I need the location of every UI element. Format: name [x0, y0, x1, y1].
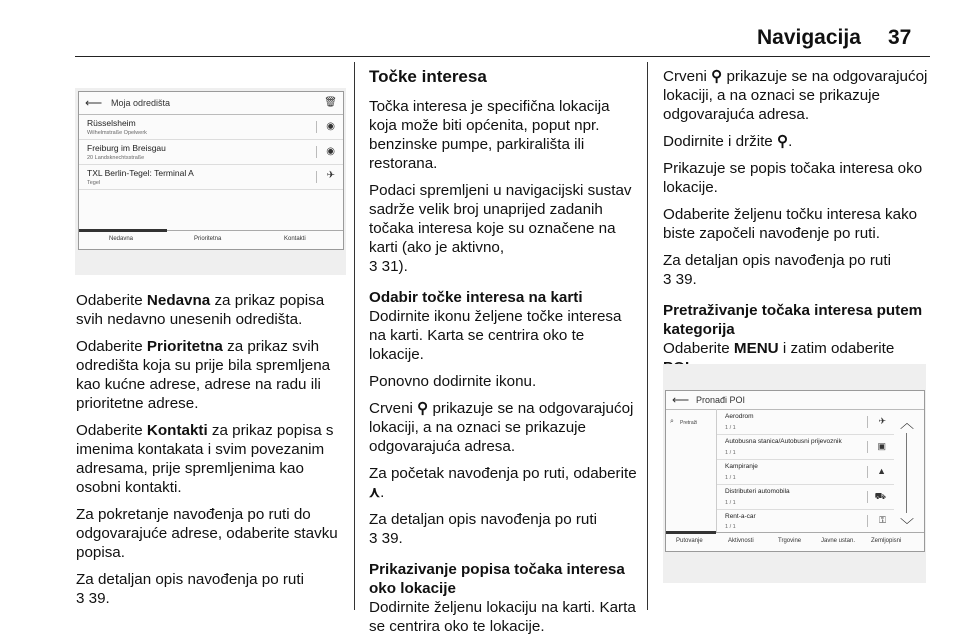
- page-reference[interactable]: 3 39.: [76, 590, 110, 607]
- tab-recent[interactable]: Nedavna: [109, 236, 134, 242]
- paragraph: Dodirnite željenu lokaciju na karti. Karta se centrira oko te lokacije.: [369, 599, 636, 635]
- screen-titlebar: [79, 92, 343, 115]
- active-tab-indicator: [666, 531, 716, 534]
- page-reference[interactable]: 3 31).: [369, 258, 408, 275]
- paragraph: Za detaljan opis navođenja po ruti 3 39.: [76, 571, 304, 607]
- list-item-sub: Tegel: [87, 180, 101, 186]
- paragraph: Dodirnite ikonu željene točke interesa na karti. Karta se centrira oko te lokacije.: [369, 308, 622, 363]
- paragraph: Za detaljan opis navođenja po ruti 3 39.: [663, 252, 891, 288]
- tab-contacts[interactable]: Kontakti: [284, 236, 306, 242]
- subheading: Pretraživanje točaka interesa putem kategorija: [663, 302, 923, 338]
- list-item[interactable]: [717, 510, 894, 532]
- poi-icon[interactable]: ◉: [326, 121, 335, 132]
- tab-activities[interactable]: Aktivnosti: [728, 538, 754, 544]
- map-pin-icon: ⚲: [711, 68, 723, 85]
- paragraph: Odaberite Nedavna za prikaz popisa svih nedavno unesenih odredišta.: [76, 292, 325, 328]
- screenshot-my-destinations: [75, 88, 346, 275]
- paragraph: Dodirnite i držite ⚲.: [663, 133, 793, 150]
- screen-frame: [78, 91, 344, 250]
- screen-title: Moja odredišta: [111, 98, 171, 108]
- page-title: Navigacija: [757, 26, 861, 49]
- tab-geographic[interactable]: Zemljopisni: [871, 538, 902, 544]
- paragraph: Crveni ⚲ prikazuje se na odgovarajućoj lokaciji, a na oznaci se prikazuje odgovarajuća adresa.: [663, 68, 928, 123]
- paragraph: Prikazuje se popis točaka interesa oko lokacije.: [663, 160, 923, 196]
- map-pin-icon: ⚲: [776, 133, 789, 150]
- active-tab-indicator: [79, 229, 167, 232]
- paragraph: Točka interesa je specifična lokacija koja može biti općenita, poput npr. benzinske pumpe, parkirališta ili restorana.: [369, 98, 610, 172]
- chevron-down-icon[interactable]: ﹀: [900, 517, 914, 533]
- chevron-up-icon[interactable]: ︿: [900, 415, 914, 431]
- list-item[interactable]: [79, 140, 343, 165]
- list-item[interactable]: [717, 460, 894, 485]
- subheading: Prikazivanje popisa točaka interesa oko lokacije: [369, 561, 625, 597]
- tent-icon: ▲: [877, 466, 886, 476]
- scrollbar[interactable]: [896, 413, 918, 533]
- paragraph: Odaberite Prioritetna za prikaz svih odredišta koja su prije bila spremljena kao kućne adrese, adrese na radu ili prioritetne adrese.: [76, 338, 331, 412]
- page-reference[interactable]: 3 39.: [663, 271, 697, 288]
- paragraph: Za pokretanje navođenja po ruti do odgovarajuće adrese, odaberite stavku popisa.: [76, 506, 338, 561]
- tab-priority[interactable]: Prioritetna: [194, 236, 222, 242]
- list-item-sub: Wilhelmstraße Opelwerk: [87, 130, 147, 136]
- airplane-icon: ✈: [878, 416, 886, 426]
- list-item-name: Freiburg im Breisgau: [87, 143, 166, 153]
- tab-travel[interactable]: Putovanje: [676, 538, 703, 544]
- column-divider-1: [354, 62, 355, 610]
- screen-titlebar: [666, 391, 924, 410]
- page-number: 37: [888, 26, 912, 49]
- trash-icon[interactable]: 🗑: [324, 97, 337, 108]
- screen-frame: [665, 390, 925, 552]
- section-heading: Točke interesa: [369, 67, 487, 86]
- tab-bar: [666, 532, 924, 551]
- paragraph: Za detaljan opis navođenja po ruti 3 39.: [369, 511, 597, 547]
- column-2: [369, 67, 639, 644]
- list-item-name: Autobusna stanica/Autobusni prijevoznik: [725, 438, 842, 445]
- car-key-icon: ⚿: [879, 515, 886, 525]
- list-item-name: Distributeri automobila: [725, 488, 790, 495]
- back-arrow-icon[interactable]: ⟵: [672, 393, 690, 407]
- tab-public[interactable]: Javne ustan.: [821, 538, 856, 544]
- paragraph: Odaberite željenu točku interesa kako biste započeli navođenje po ruti.: [663, 206, 918, 242]
- map-pin-icon: ⚲: [417, 400, 429, 417]
- paragraph: Ponovno dodirnite ikonu.: [369, 373, 537, 390]
- airplane-icon[interactable]: ✈: [326, 170, 335, 181]
- column-1: [76, 291, 351, 616]
- list-item-name: Aerodrom: [725, 413, 754, 420]
- list-item-name: Kampiranje: [725, 463, 758, 470]
- car-icon: ⛟: [874, 491, 886, 501]
- subheading: Odabir točke interesa na karti: [369, 289, 583, 306]
- paragraph: Za početak navođenja po ruti, odaberite ⋏.: [369, 465, 637, 501]
- list-item[interactable]: [717, 410, 894, 435]
- list-item[interactable]: [79, 115, 343, 140]
- search-label: Pretraži: [680, 420, 698, 426]
- list-item[interactable]: [717, 435, 894, 460]
- list-item-sub: 1 / 1: [725, 500, 736, 506]
- tab-bar: [79, 230, 343, 249]
- screenshot-find-poi: [663, 364, 926, 583]
- header-rule: [75, 56, 930, 57]
- paragraph: Podaci spremljeni u navigacijski sustav sadrže velik broj unaprijed zadanih točaka interesa koje su označene na karti (ako je aktivno, 3 31).: [369, 182, 632, 275]
- list-item-sub: 1 / 1: [725, 475, 736, 481]
- tab-shops[interactable]: Trgovine: [778, 538, 802, 544]
- poi-icon[interactable]: ◉: [326, 146, 335, 157]
- bus-icon: ▣: [877, 441, 886, 451]
- page-reference[interactable]: 3 39.: [369, 530, 403, 547]
- list-item-name: Rüsselsheim: [87, 118, 136, 128]
- paragraph: Crveni ⚲ prikazuje se na odgovarajućoj lokaciji, a na oznaci se prikazuje odgovarajuća adresa.: [369, 400, 634, 455]
- list-item-name: Rent-a-car: [725, 513, 756, 520]
- list-item[interactable]: [79, 165, 343, 190]
- start-guidance-icon: ⋏: [369, 484, 381, 501]
- list-item-sub: 1 / 1: [725, 524, 736, 530]
- column-3: [663, 67, 933, 385]
- search-icon: ⌕: [670, 418, 674, 425]
- paragraph: Odaberite MENU i zatim odaberite: [663, 340, 895, 357]
- search-panel[interactable]: [666, 409, 717, 533]
- list-item-sub: 1 / 1: [725, 450, 736, 456]
- paragraph: Odaberite Kontakti za prikaz popisa s imenima kontakata i svim povezanim adresama, prije spremljenima kao osobni kontakti.: [76, 422, 334, 496]
- screen-title: Pronađi POI: [696, 395, 746, 405]
- list-item-name: TXL Berlin-Tegel: Terminal A: [87, 168, 194, 178]
- list-item-sub: 1 / 1: [725, 425, 736, 431]
- list-item-sub: 20 Landsknechtsstraße: [87, 155, 145, 161]
- back-arrow-icon[interactable]: ⟵: [85, 96, 103, 110]
- list-item[interactable]: [717, 485, 894, 510]
- column-divider-2: [647, 62, 648, 610]
